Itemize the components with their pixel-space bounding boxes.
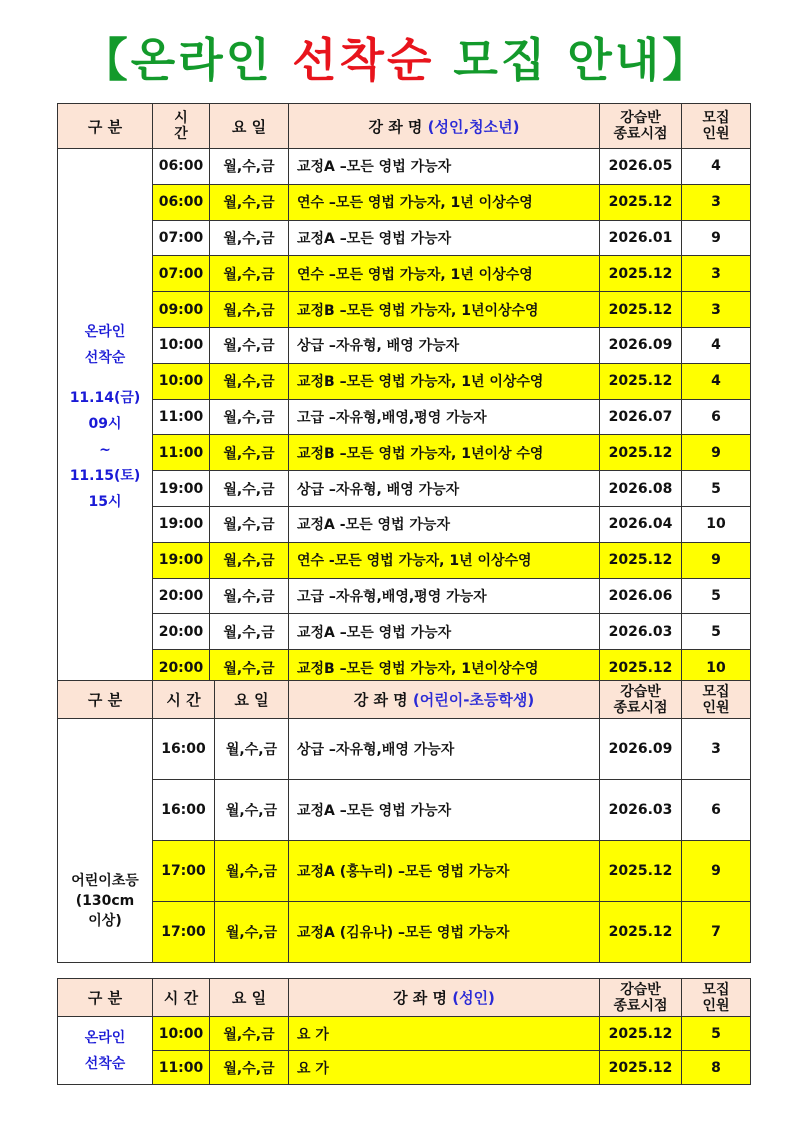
table-row bbox=[58, 1017, 751, 1051]
table-row bbox=[58, 399, 751, 435]
course-name-cell: 교정B –모든 영법 가능자, 1년이상수영 bbox=[289, 650, 600, 686]
header-course-label: 강 좌 명 bbox=[368, 117, 428, 136]
time-cell: 20:00 bbox=[153, 650, 210, 686]
table-header-row bbox=[58, 104, 751, 149]
time-cell: 16:00 bbox=[153, 780, 215, 841]
end-date-cell: 2025.12 bbox=[600, 542, 682, 578]
days-cell: 월,수,금 bbox=[210, 292, 289, 328]
course-name-cell: 교정A (홍누리) –모든 영법 가능자 bbox=[289, 841, 600, 902]
course-name-cell: 교정A -모든 영법 가능자 bbox=[289, 506, 600, 542]
count-cell: 3 bbox=[682, 256, 751, 292]
course-name-cell: 연수 –모든 영법 가능자, 1년 이상수영 bbox=[289, 256, 600, 292]
header-category: 구 분 bbox=[58, 681, 153, 719]
end-date-cell: 2026.09 bbox=[600, 719, 682, 780]
table-row bbox=[58, 1051, 751, 1085]
days-cell: 월,수,금 bbox=[210, 220, 289, 256]
header-course-sub: (성인,청소년) bbox=[427, 117, 520, 136]
count-cell: 10 bbox=[682, 506, 751, 542]
count-cell: 4 bbox=[682, 363, 751, 399]
header-count: 모집 인원 bbox=[682, 681, 751, 719]
end-date-cell: 2026.06 bbox=[600, 578, 682, 614]
title-part2: 선착순 bbox=[292, 33, 435, 87]
table-row bbox=[58, 149, 751, 185]
days-cell: 월,수,금 bbox=[210, 149, 289, 185]
table-row bbox=[58, 327, 751, 363]
header-time: 시 간 bbox=[153, 681, 215, 719]
header-course-sub: (어린이-초등학생) bbox=[412, 691, 535, 709]
header-course-sub: (성인) bbox=[452, 989, 495, 1007]
count-cell: 7 bbox=[682, 902, 751, 963]
time-cell: 11:00 bbox=[153, 1051, 210, 1085]
category-line: 11.15(토) bbox=[69, 467, 141, 484]
table-header-row bbox=[58, 681, 751, 719]
table-row bbox=[58, 614, 751, 650]
header-time: 시 간 bbox=[153, 979, 210, 1017]
end-date-cell: 2025.12 bbox=[600, 363, 682, 399]
days-cell: 월,수,금 bbox=[210, 1017, 289, 1051]
category-line: 11.14(금) bbox=[69, 389, 141, 406]
count-cell: 4 bbox=[682, 149, 751, 185]
header-end: 강습반 종료시점 bbox=[600, 104, 682, 149]
course-name-cell: 요 가 bbox=[289, 1051, 600, 1085]
days-cell: 월,수,금 bbox=[210, 363, 289, 399]
title-part3: 모집 안내】 bbox=[434, 33, 712, 87]
table-row bbox=[58, 542, 751, 578]
count-cell: 9 bbox=[682, 435, 751, 471]
days-cell: 월,수,금 bbox=[215, 719, 289, 780]
course-name-cell: 연수 -모든 영법 가능자, 1년 이상수영 bbox=[289, 542, 600, 578]
course-name-cell: 교정A –모든 영법 가능자 bbox=[289, 614, 600, 650]
category-line: 선착순 bbox=[84, 349, 126, 366]
count-cell: 10 bbox=[682, 650, 751, 686]
category-cell bbox=[58, 149, 153, 686]
time-cell: 11:00 bbox=[153, 435, 210, 471]
course-name-cell: 교정A (김유나) –모든 영법 가능자 bbox=[289, 902, 600, 963]
end-date-cell: 2026.03 bbox=[600, 614, 682, 650]
course-name-cell: 고급 –자유형,배영,평영 가능자 bbox=[289, 578, 600, 614]
header-days: 요 일 bbox=[210, 979, 289, 1017]
time-cell: 17:00 bbox=[153, 841, 215, 902]
count-cell: 5 bbox=[682, 614, 751, 650]
time-cell: 20:00 bbox=[153, 578, 210, 614]
count-cell: 3 bbox=[682, 184, 751, 220]
header-course-label: 강 좌 명 bbox=[393, 989, 453, 1007]
end-date-cell: 2026.03 bbox=[600, 780, 682, 841]
time-cell: 19:00 bbox=[153, 542, 210, 578]
course-name-cell: 고급 –자유형,배영,평영 가능자 bbox=[289, 399, 600, 435]
count-cell: 4 bbox=[682, 327, 751, 363]
end-date-cell: 2025.12 bbox=[600, 902, 682, 963]
days-cell: 월,수,금 bbox=[215, 841, 289, 902]
children-schedule-table bbox=[57, 680, 751, 963]
count-cell: 5 bbox=[682, 1017, 751, 1051]
header-course bbox=[289, 104, 600, 149]
course-name-cell: 상급 –자유형, 배영 가능자 bbox=[289, 327, 600, 363]
end-date-cell: 2025.12 bbox=[600, 184, 682, 220]
category-line: 어린이초등 bbox=[71, 872, 139, 889]
yoga-schedule-table bbox=[57, 978, 751, 1085]
header-count: 모집 인원 bbox=[682, 104, 751, 149]
count-cell: 5 bbox=[682, 471, 751, 507]
time-cell: 07:00 bbox=[153, 256, 210, 292]
count-cell: 6 bbox=[682, 399, 751, 435]
table-row bbox=[58, 719, 751, 780]
table-row bbox=[58, 780, 751, 841]
table-row bbox=[58, 506, 751, 542]
table-row bbox=[58, 578, 751, 614]
days-cell: 월,수,금 bbox=[210, 399, 289, 435]
end-date-cell: 2026.05 bbox=[600, 149, 682, 185]
end-date-cell: 2025.12 bbox=[600, 256, 682, 292]
time-cell: 10:00 bbox=[153, 363, 210, 399]
end-date-cell: 2026.07 bbox=[600, 399, 682, 435]
days-cell: 월,수,금 bbox=[215, 780, 289, 841]
days-cell: 월,수,금 bbox=[210, 184, 289, 220]
time-cell: 17:00 bbox=[153, 902, 215, 963]
count-cell: 3 bbox=[682, 719, 751, 780]
course-name-cell: 교정B –모든 영법 가능자, 1년이상수영 bbox=[289, 292, 600, 328]
course-name-cell: 교정A –모든 영법 가능자 bbox=[289, 220, 600, 256]
time-cell: 06:00 bbox=[153, 184, 210, 220]
header-category: 구 분 bbox=[58, 979, 153, 1017]
count-cell: 8 bbox=[682, 1051, 751, 1085]
category-line: 온라인 bbox=[84, 1029, 126, 1046]
end-date-cell: 2025.12 bbox=[600, 1017, 682, 1051]
table-row bbox=[58, 184, 751, 220]
end-date-cell: 2025.12 bbox=[600, 435, 682, 471]
end-date-cell: 2025.12 bbox=[600, 841, 682, 902]
days-cell: 월,수,금 bbox=[215, 902, 289, 963]
count-cell: 9 bbox=[682, 220, 751, 256]
table-row bbox=[58, 471, 751, 507]
time-cell: 19:00 bbox=[153, 506, 210, 542]
course-name-cell: 요 가 bbox=[289, 1017, 600, 1051]
time-cell: 20:00 bbox=[153, 614, 210, 650]
header-course bbox=[289, 979, 600, 1017]
days-cell: 월,수,금 bbox=[210, 1051, 289, 1085]
end-date-cell: 2025.12 bbox=[600, 1051, 682, 1085]
table-row bbox=[58, 902, 751, 963]
category-line: (130cm bbox=[75, 892, 135, 909]
category-cell bbox=[58, 1017, 153, 1085]
category-cell bbox=[58, 719, 153, 963]
days-cell: 월,수,금 bbox=[210, 256, 289, 292]
end-date-cell: 2026.04 bbox=[600, 506, 682, 542]
count-cell: 3 bbox=[682, 292, 751, 328]
days-cell: 월,수,금 bbox=[210, 650, 289, 686]
end-date-cell: 2026.01 bbox=[600, 220, 682, 256]
category-line: 온라인 bbox=[84, 323, 126, 340]
course-name-cell: 상급 –자유형, 배영 가능자 bbox=[289, 471, 600, 507]
count-cell: 9 bbox=[682, 542, 751, 578]
table-row bbox=[58, 220, 751, 256]
table-row bbox=[58, 435, 751, 471]
time-cell: 09:00 bbox=[153, 292, 210, 328]
table-row bbox=[58, 841, 751, 902]
days-cell: 월,수,금 bbox=[210, 435, 289, 471]
course-name-cell: 교정A –모든 영법 가능자 bbox=[289, 149, 600, 185]
category-line: 선착순 bbox=[84, 1055, 126, 1072]
page-title bbox=[0, 28, 793, 92]
table-header-row bbox=[58, 979, 751, 1017]
time-cell: 06:00 bbox=[153, 149, 210, 185]
days-cell: 월,수,금 bbox=[210, 327, 289, 363]
count-cell: 6 bbox=[682, 780, 751, 841]
header-days: 요 일 bbox=[210, 104, 289, 149]
category-line: 09시 bbox=[88, 415, 122, 432]
adult-schedule-table bbox=[57, 103, 751, 686]
days-cell: 월,수,금 bbox=[210, 506, 289, 542]
end-date-cell: 2026.09 bbox=[600, 327, 682, 363]
category-line: 이상) bbox=[88, 912, 122, 929]
table-row bbox=[58, 292, 751, 328]
course-name-cell: 교정A –모든 영법 가능자 bbox=[289, 780, 600, 841]
category-line: ~ bbox=[99, 441, 111, 458]
days-cell: 월,수,금 bbox=[210, 542, 289, 578]
days-cell: 월,수,금 bbox=[210, 471, 289, 507]
course-name-cell: 연수 –모든 영법 가능자, 1년 이상수영 bbox=[289, 184, 600, 220]
end-date-cell: 2025.12 bbox=[600, 292, 682, 328]
time-cell: 16:00 bbox=[153, 719, 215, 780]
course-name-cell: 상급 –자유형,배영 가능자 bbox=[289, 719, 600, 780]
end-date-cell: 2026.08 bbox=[600, 471, 682, 507]
days-cell: 월,수,금 bbox=[210, 614, 289, 650]
end-date-cell: 2025.12 bbox=[600, 650, 682, 686]
course-name-cell: 교정B –모든 영법 가능자, 1년 이상수영 bbox=[289, 363, 600, 399]
header-course bbox=[289, 681, 600, 719]
title-part1: 【온라인 bbox=[81, 33, 293, 87]
header-count: 모집 인원 bbox=[682, 979, 751, 1017]
time-cell: 10:00 bbox=[153, 1017, 210, 1051]
header-end: 강습반 종료시점 bbox=[600, 979, 682, 1017]
header-end: 강습반 종료시점 bbox=[600, 681, 682, 719]
count-cell: 5 bbox=[682, 578, 751, 614]
header-days: 요 일 bbox=[215, 681, 289, 719]
table-row bbox=[58, 363, 751, 399]
count-cell: 9 bbox=[682, 841, 751, 902]
days-cell: 월,수,금 bbox=[210, 578, 289, 614]
header-category: 구 분 bbox=[58, 104, 153, 149]
header-time: 시 간 bbox=[153, 104, 210, 149]
time-cell: 11:00 bbox=[153, 399, 210, 435]
spacer bbox=[58, 371, 152, 385]
table-row bbox=[58, 256, 751, 292]
time-cell: 19:00 bbox=[153, 471, 210, 507]
category-line: 15시 bbox=[88, 493, 122, 510]
time-cell: 07:00 bbox=[153, 220, 210, 256]
header-course-label: 강 좌 명 bbox=[353, 691, 413, 709]
time-cell: 10:00 bbox=[153, 327, 210, 363]
course-name-cell: 교정B –모든 영법 가능자, 1년이상 수영 bbox=[289, 435, 600, 471]
